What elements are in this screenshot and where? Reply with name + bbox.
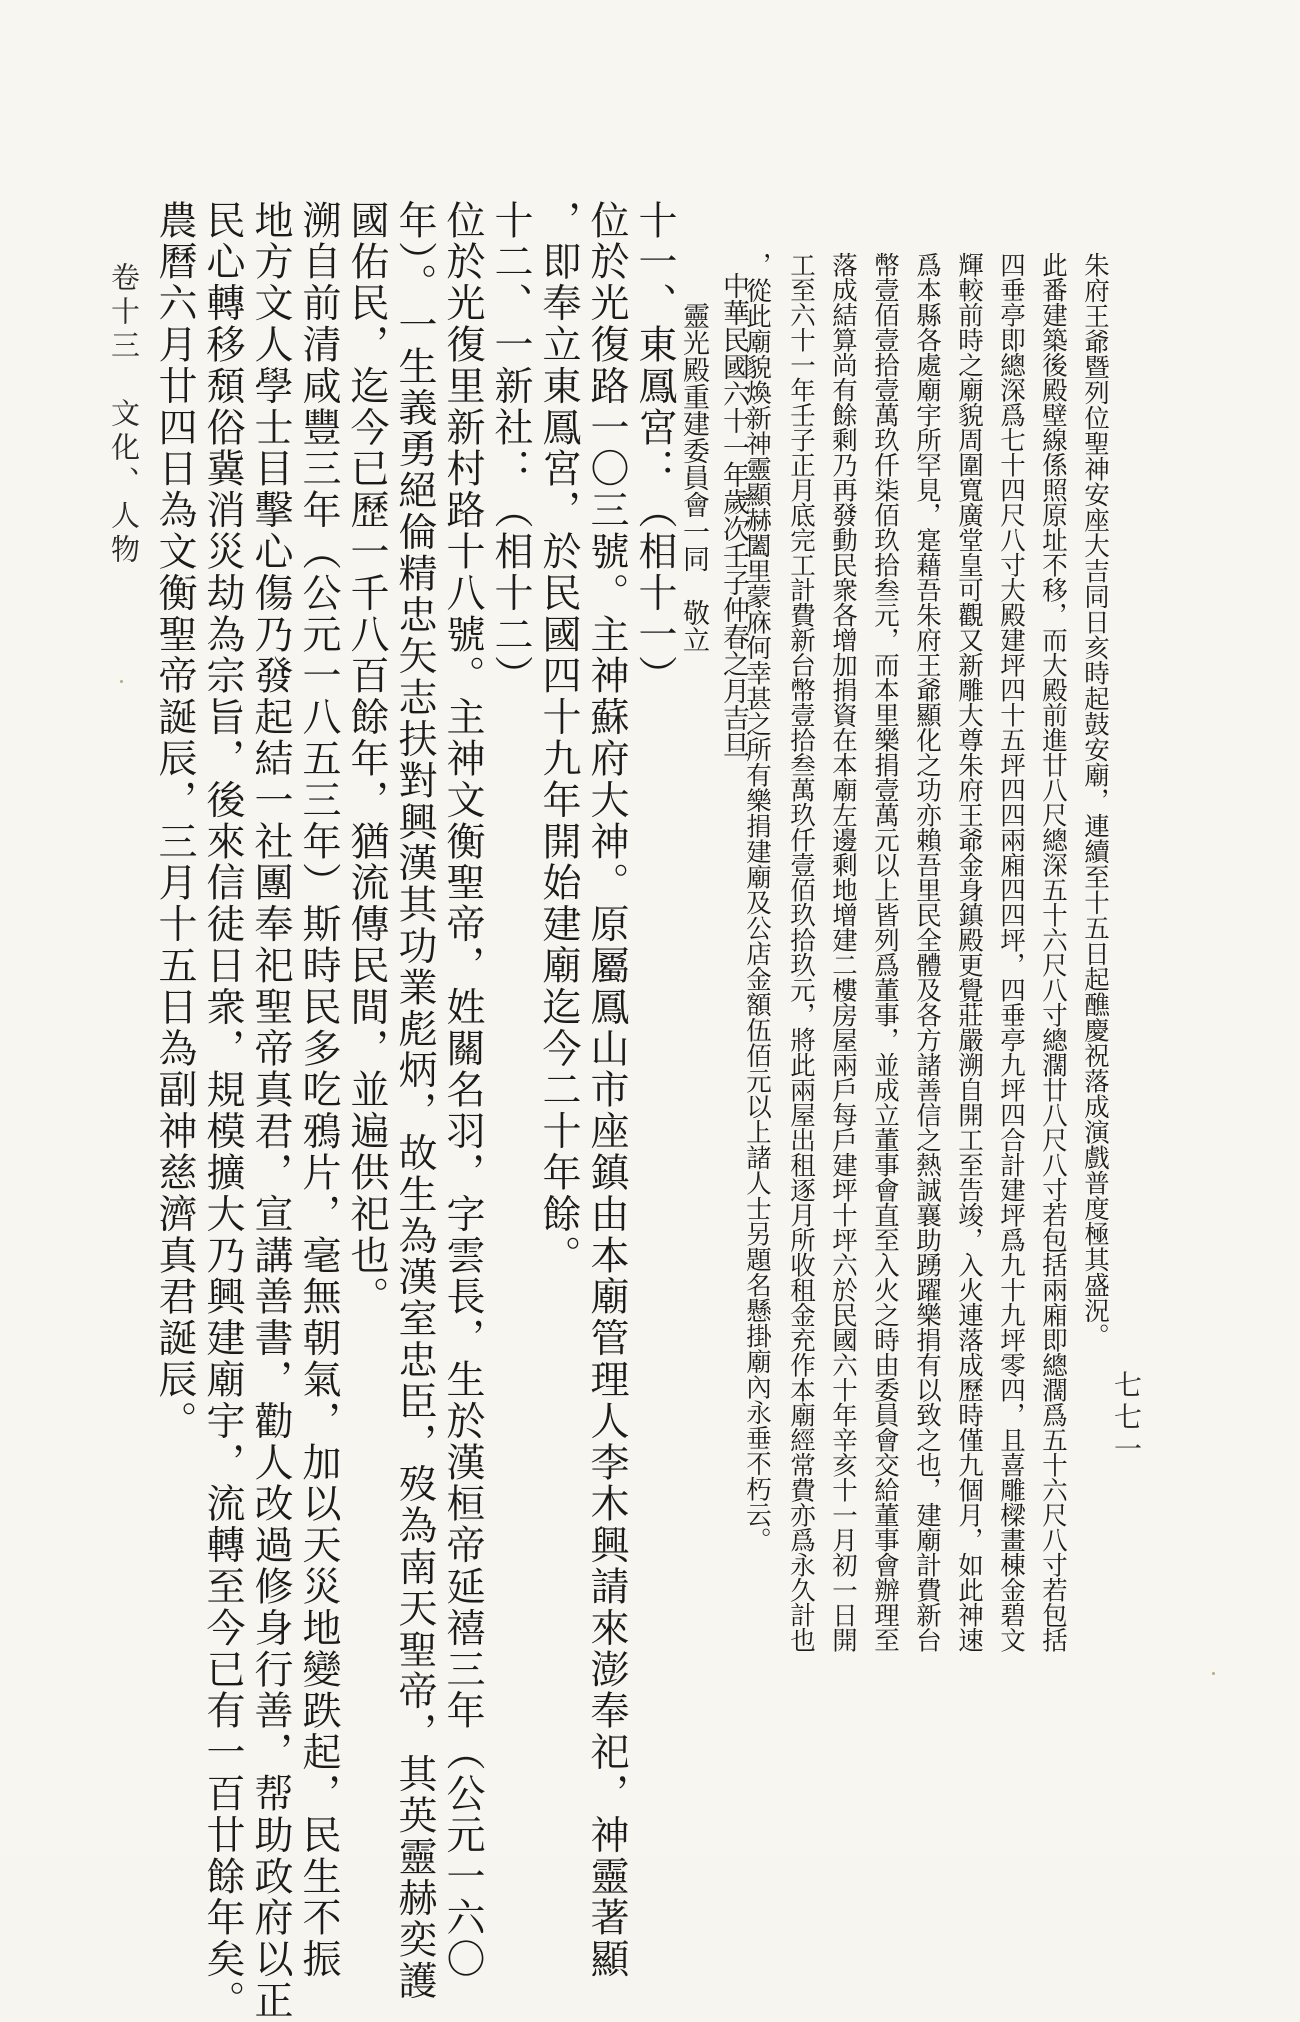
body-line: 年）。一生義勇絕倫精忠矢志扶對興漢其功業彪炳，故生為漢室忠臣，歿為南天聖帝，其英靈赫奕護	[392, 200, 437, 2003]
body-line: 民心轉移頹俗冀消災劫為宗旨，後來信徒日衆，規模擴大乃興建廟宇，流轉至今已有一百廿餘年矣。	[200, 200, 245, 2022]
paper-speck	[120, 680, 123, 683]
body-line: ，即奉立東鳳宮，於民國四十九年開始建廟迄今二十年餘。	[536, 200, 581, 1277]
body-line: 溯自前清咸豐三年（公元一八五三年）斯時民多吃鴉片，毫無朝氣，加以天災地變跌起，民生不振	[296, 200, 341, 1981]
inscription-line: ，從此廟貌煥新神靈顯赫闔里蒙庥何幸甚之所有樂捐建廟及公店金額伍佰元以上諸人士另題名懸掛廟內永垂不朽云。	[742, 252, 772, 1553]
volume-section-label: 卷十三 文化、人物	[107, 262, 141, 568]
inscription-date: 中華民國六十一年歲次壬子仲春之月吉旦	[718, 272, 749, 758]
body-line: 位於光復路一〇三號。主神蘇府大神。原屬鳳山市座鎮由本廟管理人李木興請來澎奉祀，神靈著顯	[584, 200, 629, 1981]
inscription-line: 幣壹佰壹拾壹萬玖仟柒佰玖拾叁元，而本里樂捐壹萬元以上皆列爲董事，並成立董事會直至入火之時由委員會交給董事會辦理至	[870, 252, 900, 1652]
inscription-line: 落成結算尚有餘剩乃再發動民衆各增加捐資在本廟左邊剩地增建二樓房屋兩戶每戶建坪十坪六於民國六十年辛亥十一月初一日開	[828, 252, 858, 1652]
inscription-line: 輝較前時之廟貌周圍寬廣堂皇可觀又新雕大尊朱府王爺金身鎮殿更覺莊嚴溯自開工至告竣，入火連落成歷時僅九個月，如此神速	[954, 252, 984, 1652]
inscription-line: 工至六十一年壬子正月底完工計費新台幣壹拾叁萬玖仟壹佰玖拾玖元，將此兩屋出租逐月所收租金充作本廟經常費亦爲永久計也	[786, 252, 816, 1652]
body-line: 位於光復里新村路十八號。主神文衡聖帝，姓關名羽，字雲長，生於漢桓帝延禧三年（公元一六〇	[440, 200, 485, 1981]
body-line: 地方文人學士目擊心傷乃發起結一社團奉祀聖帝真君，宣講善書，勸人改過修身行善，帮助政府以正	[248, 200, 293, 2022]
inscription-line: 四垂亭即總深爲七十四尺八寸大殿建坪四十五坪四四兩廂四四坪，四垂亭九坪四合計建坪爲九十九坪零四，且喜雕樑畫棟金碧文	[996, 252, 1026, 1652]
section-heading-dongfeng-temple: 十一、東鳳宮：（相十一）	[632, 200, 677, 697]
inscription-committee: 靈光殿重建委員會一同 敬立	[678, 302, 709, 653]
section-heading-yixin-society: 十二、一新社：（相十二）	[488, 200, 533, 697]
page-number: 七七一	[1110, 1370, 1143, 1466]
inscription-line: 朱府王爺暨列位聖神安座大吉同日亥時起鼓安廟，連續至十五日起醮慶祝落成演戲普度極其盛況。	[1080, 252, 1110, 1349]
inscription-line: 爲本縣各處廟宇所罕見，寔藉吾朱府王爺顯化之功亦賴吾里民全體及各方諸善信之熱誠襄助踴躍樂捐有以致之也，建廟計費新台	[912, 252, 942, 1652]
paper-speck	[1212, 1672, 1215, 1675]
body-line: 農曆六月廿四日為文衡聖帝誕辰，三月十五日為副神慈濟真君誕辰。	[152, 200, 197, 1442]
inscription-line: 此番建築後殿壁線係照原址不移，而大殿前進廿八尺總深五十六尺八寸總濶廿八尺八寸若包括兩廂即總濶爲五十六尺八寸若包括	[1038, 252, 1068, 1652]
body-line: 國佑民，迄今已歷一千八百餘年，猶流傳民間，並遍供祀也。	[344, 200, 389, 1318]
